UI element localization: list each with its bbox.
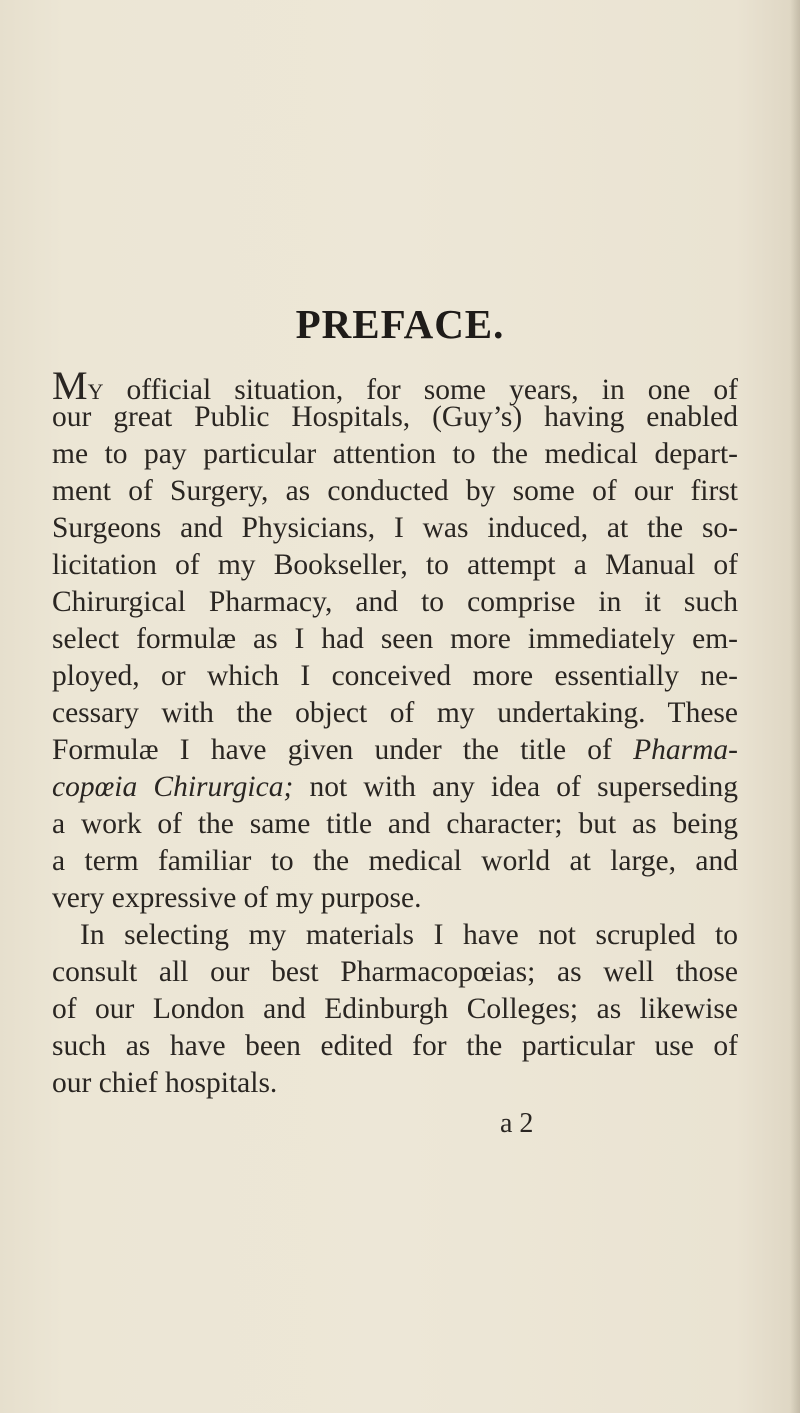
text-line-17: consult all our best Pharmacopœias; as well those xyxy=(52,956,738,988)
text-line-7: Chirurgical Pharmacy, and to comprise in it such xyxy=(52,586,738,618)
text-line-20: our chief hospitals. xyxy=(52,1067,278,1099)
text-line-3: me to pay particular attention to the medical depart- xyxy=(52,438,738,470)
text-line-18: of our London and Edinburgh Colleges; as likewise xyxy=(52,993,738,1025)
text-line-19: such as have been edited for the particular use of xyxy=(52,1030,738,1062)
text-line-9: ployed, or which I conceived more essentially ne- xyxy=(52,660,738,692)
text-line-2: our great Public Hospitals, (Guy’s) having enabled xyxy=(52,401,738,433)
small-caps: Y xyxy=(87,379,104,404)
text-line-5: Surgeons and Physicians, I was induced, at the so- xyxy=(52,512,738,544)
text-line-1 xyxy=(52,363,738,408)
page-edge-shadow xyxy=(790,0,800,1413)
text-line-15: very expressive of my purpose. xyxy=(52,882,422,914)
text-line-14: a term familiar to the medical world at large, and xyxy=(52,845,738,877)
text-line-8: select formulæ as I had seen more immediately em- xyxy=(52,623,738,655)
text-line-10: cessary with the object of my undertaking. These xyxy=(52,697,738,729)
preface-heading: PREFACE. xyxy=(295,301,505,347)
italic-title-part-a: Pharma- xyxy=(633,734,738,766)
drop-cap: M xyxy=(52,363,88,408)
text-line-4: ment of Surgery, as conducted by some of our first xyxy=(52,475,738,507)
text-line-13: a work of the same title and character; but as being xyxy=(52,808,738,840)
text-line-11 xyxy=(52,736,738,766)
line-1-text: official situation, for some years, in one of xyxy=(103,374,738,406)
line-11-text: Formulæ I have given under the title of xyxy=(52,734,612,766)
line-12-text: not with any idea of superseding xyxy=(293,771,738,803)
signature-mark: a 2 xyxy=(500,1108,534,1139)
text-line-12 xyxy=(52,773,738,803)
text-line-16: In selecting my materials I have not scrupled to xyxy=(80,919,738,951)
italic-title-part-b: copœia Chirurgica; xyxy=(52,771,294,803)
text-line-6: licitation of my Bookseller, to attempt a Manual of xyxy=(52,549,738,581)
